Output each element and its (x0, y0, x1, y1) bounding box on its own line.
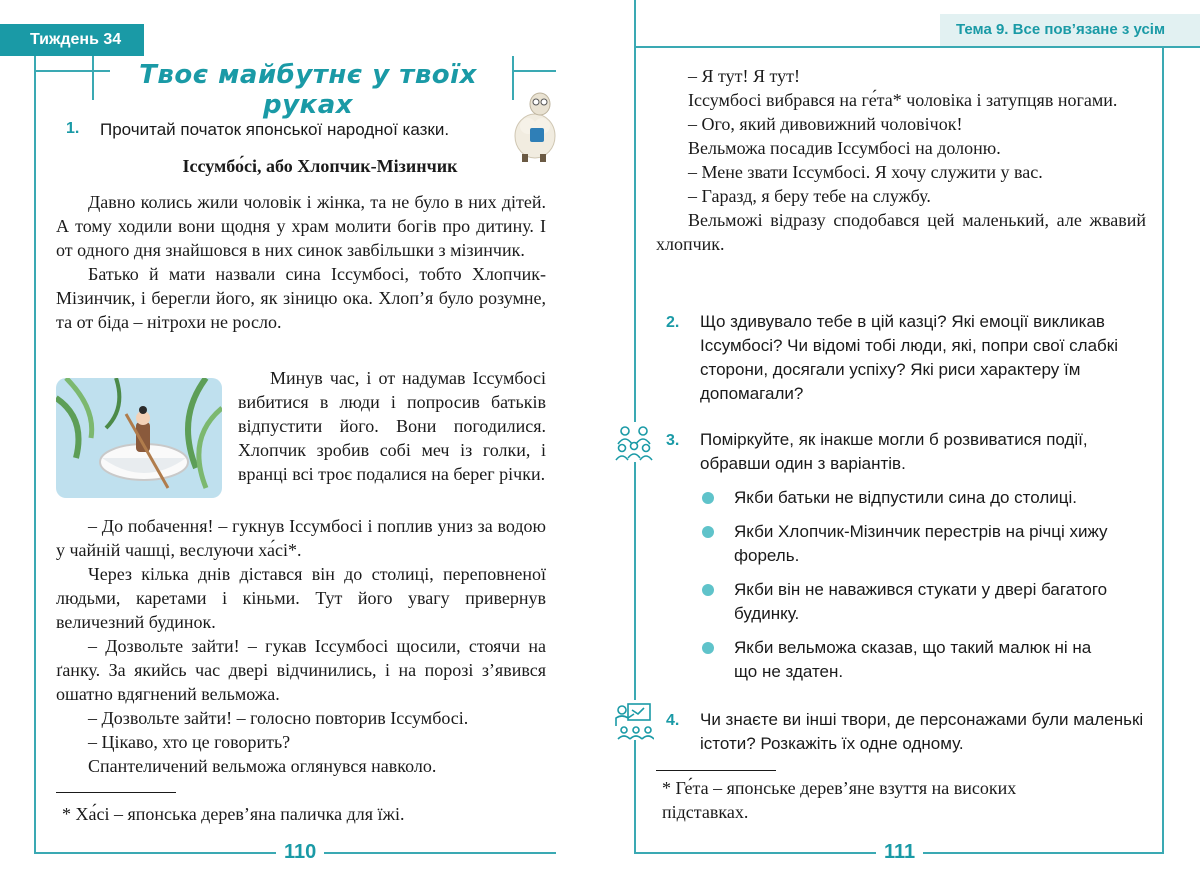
option-bullet (702, 526, 714, 538)
title-bracket-right-line (512, 70, 556, 72)
task-4-number: 4. (666, 712, 680, 729)
story-paragraph: – Цікаво, хто це говорить? (88, 732, 291, 752)
story-continuation (656, 64, 1146, 256)
story-line: – Мене звати Іссумбосі. Я хочу служити у вас. (688, 162, 1043, 182)
story-wrap-paragraph (238, 366, 546, 486)
story-line: – Гаразд, я беру тебе на службу. (688, 186, 931, 206)
option-text: Якби він не наважився стукати у двері багатого будинку. (734, 580, 1108, 623)
story-paragraph: Батько й мати назвали сина Іссумбосі, тобто Хлопчик-Мізинчик, і берегли його, як зіницю ока. Хлоп’я було розумне, та от біда – нітрохи не росло. (56, 264, 546, 332)
option-text: Якби батьки не відпустили сина до столиці. (734, 488, 1077, 507)
task-1-text: Прочитай початок японської народної казки. (100, 120, 450, 139)
footnote-rule (56, 792, 176, 793)
left-page-frame-left (34, 56, 36, 852)
right-page-frame-right (1162, 46, 1164, 854)
task-4-text: Чи знаєте ви інші твори, де персонажами були маленькі істоти? Розкажіть їх одне одному. (700, 710, 1144, 753)
footnote: * Ге́та – японське дерев’яне взуття на високих підставках. (662, 778, 1017, 822)
story-paragraph: Спантеличений вельможа оглянувся навколо. (88, 756, 437, 776)
page-number: 110 (276, 841, 324, 864)
story-paragraph: Минув час, і от надумав Іссумбосі вибитися в люди і попросив батьків відпустити його. Вони погодилися. Хлопчик зробив собі меч із голки, і вранці всі троє подалися на берег річки. (238, 368, 546, 484)
story-top (56, 190, 546, 334)
task-3-number: 3. (666, 432, 680, 449)
task-2-text: Що здивувало тебе в цій казці? Які емоції викликав Іссумбосі? Чи відомі тобі люди, які, попри свої слабкі сторони, досягали успіху? Які риси характеру їм допомагали? (700, 312, 1119, 403)
story-line: Вельможі відразу сподобався цей маленький, але жвавий хлопчик. (656, 210, 1146, 254)
option-bullet (702, 492, 714, 504)
story-paragraph: – Дозвольте зайти! – голосно повторив Іссумбосі. (88, 708, 469, 728)
page-number: 111 (876, 841, 923, 864)
task-1-number: 1. (66, 120, 80, 137)
story-line: Іссумбосі вибрався на ге́та* чоловіка і затупцяв ногами. (688, 90, 1118, 110)
theme-label: Тема 9. Все пов’язане з усім (940, 14, 1200, 46)
page-title: Твоє майбутнє у твоїх руках (139, 60, 477, 120)
left-page-frame-top (34, 70, 110, 72)
option-bullet (702, 584, 714, 596)
option-bullet (702, 642, 714, 654)
title-bracket-left (92, 56, 94, 100)
story-title: Іссумбо́сі, або Хлопчик-Мізинчик (182, 156, 458, 176)
option-text: Якби Хлопчик-Мізинчик перестрів на річці хижу форель. (734, 522, 1108, 565)
story-bottom (56, 514, 546, 778)
story-line: Вельможа посадив Іссумбосі на долоню. (688, 138, 1001, 158)
right-page-frame-top (634, 46, 1200, 48)
story-paragraph: Давно колись жили чоловік і жінка, та не було в них дітей. А тому ходили вони щодня у храм молити богів про дитину. І от одного дня знайшовся в них синок завбільшки з мізинчик. (56, 192, 546, 260)
story-paragraph: – Дозвольте зайти! – гукав Іссумбосі щосили, стоячи на ґанку. За якийсь час двері відчинились, і на порозі з’явився ошатно вдягнений вельможа. (56, 636, 546, 704)
story-paragraph: Через кілька днів дістався він до столиці, переповненої людьми, каретами і кіньми. Тут його увагу привернув величезний будинок. (56, 564, 546, 632)
footnote: * Ха́сі – японська дерев’яна паличка для їжі. (62, 804, 405, 824)
week-label: Тиждень 34 (0, 24, 144, 56)
option-text: Якби вельможа сказав, що такий малюк ні на що не здатен. (734, 638, 1092, 681)
story-paragraph: – До побачення! – гукнув Іссумбосі і поплив униз за водою у чайній чашці, веслуючи ха́сі*. (56, 516, 546, 560)
task-2-number: 2. (666, 314, 680, 331)
footnote-rule (656, 770, 776, 771)
story-line: – Я тут! Я тут! (688, 66, 800, 86)
group-work-icon (614, 422, 654, 462)
task-3-text: Поміркуйте, як інакше могли б розвиватися події, обравши один з варіантів. (700, 430, 1088, 473)
teacher-board-icon (614, 700, 654, 740)
story-line: – Ого, який дивовижний чоловічок! (688, 114, 963, 134)
boat-illustration (56, 378, 222, 498)
